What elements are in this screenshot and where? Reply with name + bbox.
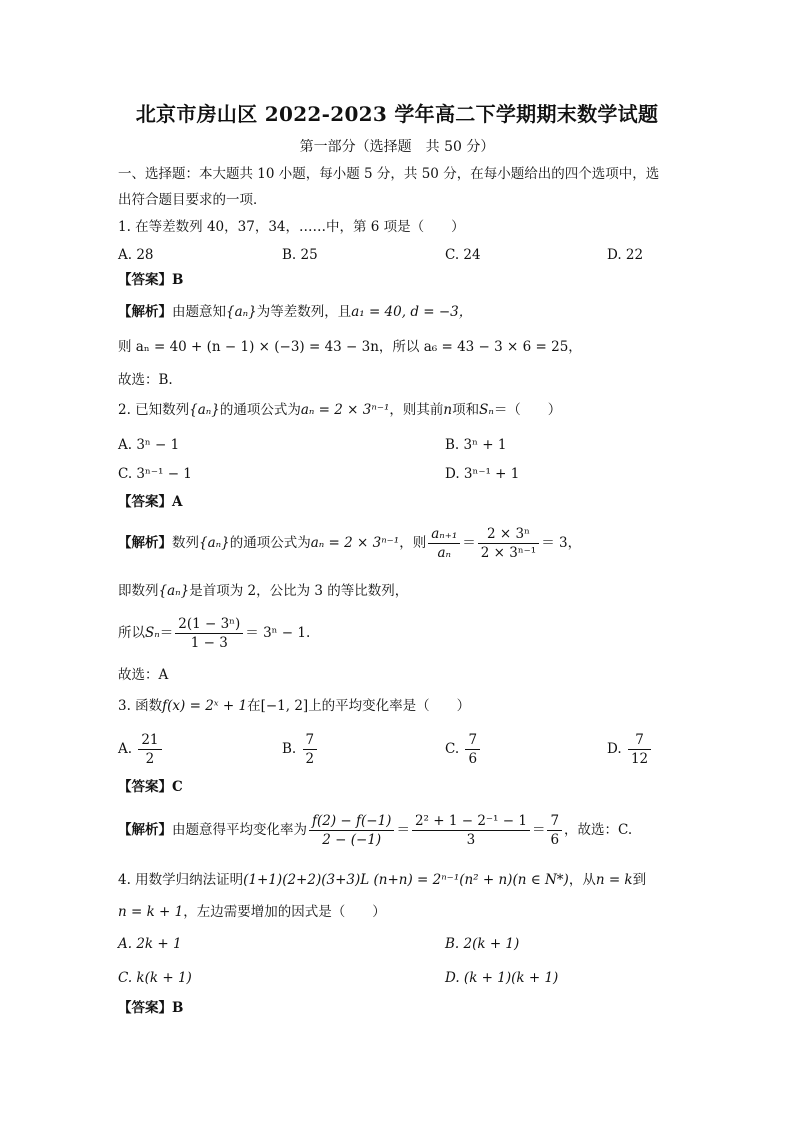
- q3-function: f(x) = 2ˣ + 1: [162, 698, 248, 714]
- q2-analysis-text: ，则: [399, 535, 427, 551]
- q3-conclusion: ，故选：C.: [564, 822, 633, 838]
- option-label: D.: [607, 741, 622, 757]
- fraction-numerator: 7: [465, 731, 480, 750]
- q2-stem: [118, 400, 561, 420]
- option-label: C.: [445, 741, 460, 757]
- q1-option-d: D. 22: [607, 247, 644, 263]
- q3-stem-text: 3. 函数: [118, 698, 163, 714]
- section-instructions-line1: 一、选择题：本大题共 10 小题，每小题 5 分，共 50 分，在每小题给出的四个选项中，选: [118, 166, 660, 182]
- fraction-numerator: 2(1 − 3ⁿ): [175, 615, 243, 634]
- q2-formula: aₙ = 2 × 3ⁿ⁻¹: [310, 535, 400, 551]
- q4-option-b: B. 2(k + 1): [445, 936, 520, 952]
- option-fraction: [303, 731, 318, 768]
- q3-answer: 【答案】C: [118, 779, 183, 795]
- q3-analysis: [118, 810, 632, 850]
- fraction-denominator: 2 − (−1): [322, 832, 382, 848]
- q2-analysis-text: 数列: [172, 535, 199, 551]
- q4-option-a: A. 2k + 1: [118, 936, 182, 952]
- sequence-an: {aₙ}: [226, 304, 257, 320]
- q2-analysis-text: ＝ 3ⁿ − 1.: [245, 625, 311, 641]
- q4-stem-text: 4. 用数学归纳法证明: [118, 872, 244, 888]
- var-n: n: [443, 402, 453, 418]
- q4-option-d: D. (k + 1)(k + 1): [445, 970, 559, 986]
- q2-sum-fraction: [175, 615, 243, 652]
- fraction-numerator: 7: [547, 812, 562, 831]
- q1-answer: 【答案】B: [118, 272, 184, 288]
- q3-stem-text: 在: [247, 698, 261, 714]
- sequence-an: {aₙ}: [158, 583, 190, 599]
- fraction-denominator: 6: [550, 832, 560, 848]
- q3-option-b: [282, 730, 319, 768]
- section-subtitle: 第一部分（选择题 共 50 分）: [299, 139, 495, 155]
- equals-sign: ＝: [531, 822, 546, 838]
- q2-option-a: A. 3ⁿ − 1: [118, 437, 180, 453]
- q2-analysis-text: 的通项公式为: [229, 535, 311, 551]
- q2-stem-text: ，则其前: [389, 402, 444, 418]
- fraction-denominator: 2: [305, 751, 315, 767]
- q4-stem-text: ，左边需要增加的因式是（ ）: [183, 904, 386, 920]
- q2-stem-text: 2. 已知数列: [118, 402, 190, 418]
- page-title: 北京市房山区 2022-2023 学年高二下学期期末数学试题: [135, 102, 659, 126]
- analysis-label: 【解析】: [118, 304, 172, 320]
- q2-ratio-fraction: [428, 525, 460, 562]
- option-label: A.: [118, 741, 133, 757]
- fraction-denominator: 3: [466, 832, 476, 848]
- q4-var: n = k: [595, 872, 633, 888]
- fraction-denominator: aₙ: [437, 545, 451, 561]
- q1-conclusion: 故选：B.: [118, 372, 173, 388]
- fraction-denominator: 2: [145, 751, 155, 767]
- q2-stem-text: ＝（ ）: [493, 402, 562, 418]
- q2-analysis-line3: [118, 614, 310, 652]
- q4-identity: (1+1)(2+2)(3+3)L (n+n) = 2ⁿ⁻¹(n² + n)(n ∈ N*): [243, 872, 569, 888]
- fraction-denominator: 2 × 3ⁿ⁻¹: [480, 545, 537, 561]
- fraction-numerator: 7: [628, 731, 651, 750]
- q3-analysis-text: 由题意得平均变化率为: [172, 822, 307, 838]
- q1-analysis-line1: [118, 302, 472, 322]
- q2-analysis-line2: [118, 581, 408, 601]
- q1-option-c: C. 24: [445, 247, 481, 263]
- q1-stem: 1. 在等差数列 40，37，34，……中，第 6 项是（ ）: [118, 219, 465, 235]
- fraction-numerator: 7: [303, 731, 318, 750]
- q3-option-a: [118, 730, 164, 768]
- q3-stem: [118, 696, 470, 716]
- q1-analysis-text: 由题意知: [172, 304, 226, 320]
- var-sn: Sₙ: [479, 402, 494, 418]
- q1-option-b: B. 25: [282, 247, 318, 263]
- fraction-numerator: aₙ₊₁: [428, 525, 460, 544]
- q2-option-d: D. 3ⁿ⁻¹ + 1: [445, 466, 520, 482]
- q2-analysis-line1: [118, 524, 581, 562]
- analysis-label: 【解析】: [118, 535, 172, 551]
- q3-rate-result: [547, 812, 562, 849]
- q2-answer: 【答案】A: [118, 494, 183, 510]
- q4-stem-text: 到: [632, 872, 647, 888]
- q1-analysis-text: 为等差数列，且: [256, 304, 352, 320]
- fraction-numerator: 2² + 1 − 2⁻¹ − 1: [412, 812, 530, 831]
- q3-stem-text: 上的平均变化率是（ ）: [308, 698, 471, 714]
- fraction-denominator: 12: [630, 751, 649, 767]
- q4-var: n = k + 1: [118, 904, 184, 920]
- fraction-numerator: f(2) − f(−1): [309, 812, 394, 831]
- q2-analysis-text: 所以: [118, 625, 145, 641]
- q4-stem-line1: [118, 870, 646, 890]
- var-sn: Sₙ: [145, 625, 160, 641]
- q3-option-c: [445, 730, 482, 768]
- fraction-numerator: 2 × 3ⁿ: [478, 525, 539, 544]
- q1-option-a: A. 28: [118, 247, 154, 263]
- q4-stem-text: ，从: [568, 872, 596, 888]
- sequence-an: {aₙ}: [199, 535, 230, 551]
- q4-stem-line2: [118, 902, 386, 922]
- q3-rate-fraction: [309, 812, 394, 849]
- fraction-numerator: 21: [138, 731, 161, 750]
- option-fraction: [465, 731, 480, 768]
- q2-ratio2-fraction: [478, 525, 539, 562]
- option-fraction: [628, 731, 651, 768]
- q2-option-b: B. 3ⁿ + 1: [445, 437, 507, 453]
- q2-analysis-text: ＝ 3，: [541, 535, 582, 551]
- q4-option-c: C. k(k + 1): [118, 970, 192, 986]
- q2-stem-text: 项和: [452, 402, 480, 418]
- fraction-denominator: 1 − 3: [190, 635, 228, 651]
- equals-sign: ＝: [462, 535, 476, 551]
- q3-option-d: [607, 730, 653, 768]
- q2-analysis-text: 即数列: [118, 583, 159, 599]
- equals-sign: ＝: [396, 822, 410, 838]
- q2-conclusion: 故选：A: [118, 667, 169, 683]
- section-instructions-line2: 出符合题目要求的一项．: [118, 192, 267, 208]
- option-fraction: [138, 731, 161, 768]
- sequence-an: {aₙ}: [189, 402, 220, 418]
- analysis-label: 【解析】: [118, 822, 172, 838]
- option-label: B.: [282, 741, 297, 757]
- equals-sign: ＝: [159, 625, 174, 641]
- q3-rate-fraction2: [412, 812, 530, 849]
- q2-stem-text: 的通项公式为: [219, 402, 301, 418]
- q2-analysis-text: 是首项为 2，公比为 3 的等比数列，: [189, 583, 409, 599]
- fraction-denominator: 6: [468, 751, 478, 767]
- q1-analysis-line2: 则 aₙ = 40 + (n − 1) × (−3) = 43 − 3n，所以 a₆ = 43 − 3 × 6 = 25，: [118, 339, 582, 355]
- q2-formula: aₙ = 2 × 3ⁿ⁻¹: [300, 402, 390, 418]
- q3-interval: [−1, 2]: [260, 698, 309, 714]
- q4-answer: 【答案】B: [118, 1000, 184, 1016]
- q2-option-c: C. 3ⁿ⁻¹ − 1: [118, 466, 192, 482]
- q1-analysis-formula: a₁ = 40, d = −3，: [351, 304, 473, 320]
